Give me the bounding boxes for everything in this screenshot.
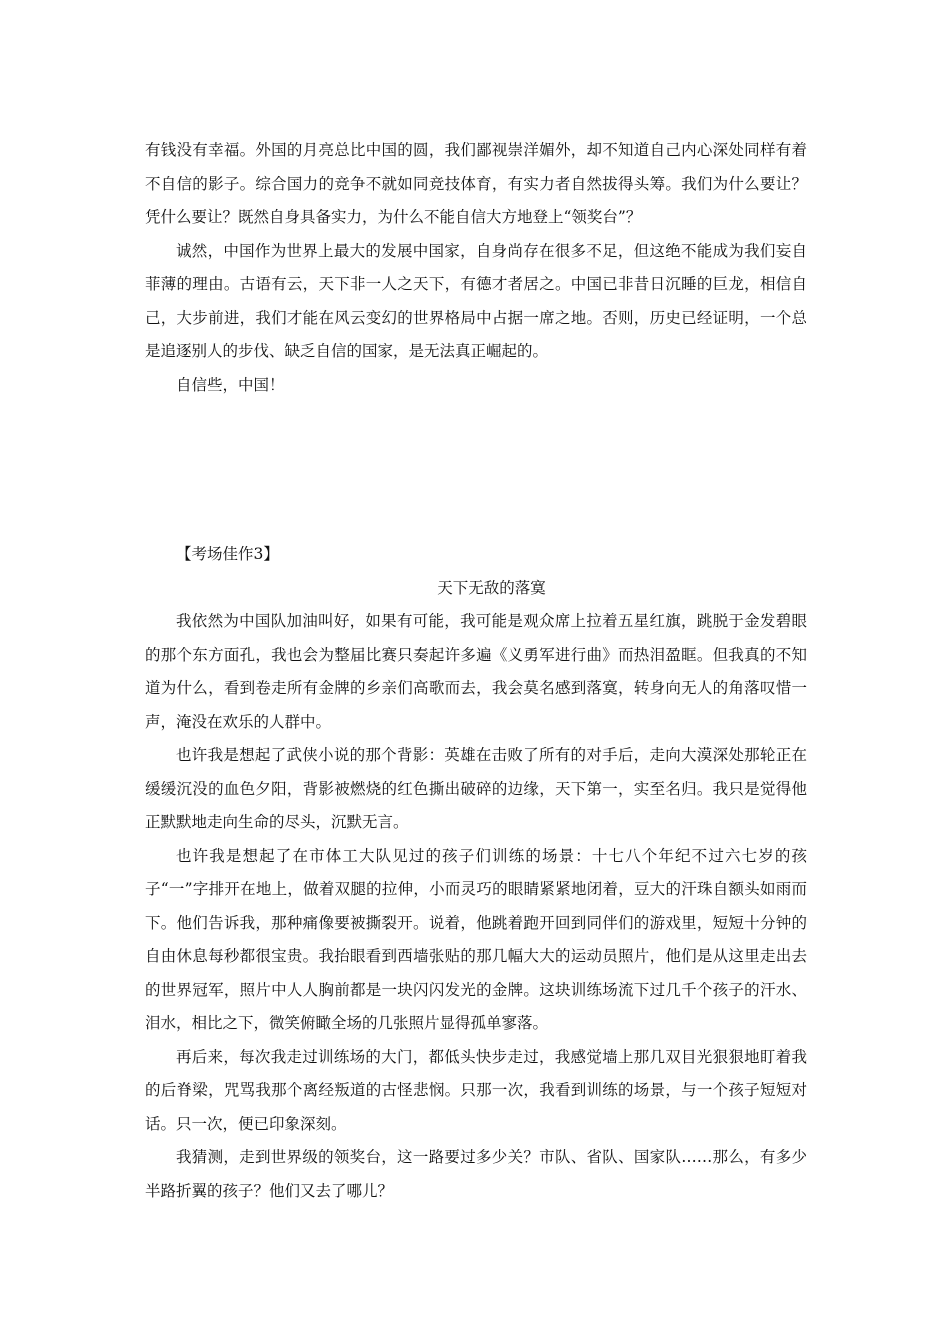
essay-title: 天下无敌的落寞 — [437, 578, 546, 597]
paragraph: 再后来，每次我走过训练场的大门，都低头快步走过，我感觉墙上那几双目光狠狠地盯着我的后脊梁，咒骂我那个离经叛道的古怪悲悯。只那一次，我看到训练的场景，与一个孩子短短对话。只一次，便已印象深刻。 — [145, 1047, 807, 1133]
essay-3 — [145, 538, 807, 1208]
essay-2-ending — [145, 134, 807, 402]
paragraph: 诚然，中国作为世界上最大的发展中国家，自身尚存在很多不足，但这绝不能成为我们妄自菲薄的理由。古语有云，天下非一人之天下，有德才者居之。中国已非昔日沉睡的巨龙，相信自己，大步前进，我们才能在风云变幻的世界格局中占据一席之地。否则，历史已经证明，一个总是追逐别人的步伐、缺乏自信的国家，是无法真正崛起的。 — [145, 241, 807, 360]
paragraph: 也许我是想起了武侠小说的那个背影：英雄在击败了所有的对手后，走向大漠深处那轮正在缓缓沉没的血色夕阳，背影被燃烧的红色撕出破碎的边缘，天下第一，实至名归。我只是觉得他正默默地走向生命的尽头，沉默无言。 — [145, 746, 807, 831]
paragraph: 有钱没有幸福。外国的月亮总比中国的圆，我们鄙视崇洋媚外，却不知道自己内心深处同样有着不自信的影子。综合国力的竞争不就如同竞技体育，有实力者自然拔得头筹。我们为什么要让？凭什么要让？既然自身具备实力，为什么不能自信大方地登上“领奖台”？ — [145, 141, 807, 226]
paragraph: 我猜测，走到世界级的领奖台，这一路要过多少关？市队、省队、国家队……那么，有多少半路折翼的孩子？他们又去了哪儿？ — [145, 1148, 807, 1200]
paragraph: 我依然为中国队加油叫好，如果有可能，我可能是观众席上拉着五星红旗，跳脱于金发碧眼的那个东方面孔，我也会为整届比赛只奏起许多遍《义勇军进行曲》而热泪盈眶。但我真的不知道为什么，看到卷走所有金牌的乡亲们高歌而去，我会莫名感到落寞，转身向无人的角落叹惜一声，淹没在欢乐的人群中。 — [145, 612, 807, 731]
section-heading: 【考场佳作3】 — [176, 545, 279, 563]
paragraph: 自信些，中国！ — [176, 375, 285, 394]
paragraph: 也许我是想起了在市体工大队见过的孩子们训练的场景：十七八个年纪不过六七岁的孩子“一”字排开在地上，做着双腿的拉伸，小而灵巧的眼睛紧紧地闭着，豆大的汗珠自额头如雨而下。他们告诉我，那种痛像要被撕裂开。说着，他跳着跑开回到同伴们的游戏里，短短十分钟的自由休息每秒都很宝贵。我抬眼看到西墙张贴的那几幅大大的运动员照片，他们是从这里走出去的世界冠军，照片中人人胸前都是一块闪闪发光的金牌。这块训练场流下过几千个孩子的汗水、泪水，相比之下，微笑俯瞰全场的几张照片显得孤单寥落。 — [145, 846, 807, 1032]
